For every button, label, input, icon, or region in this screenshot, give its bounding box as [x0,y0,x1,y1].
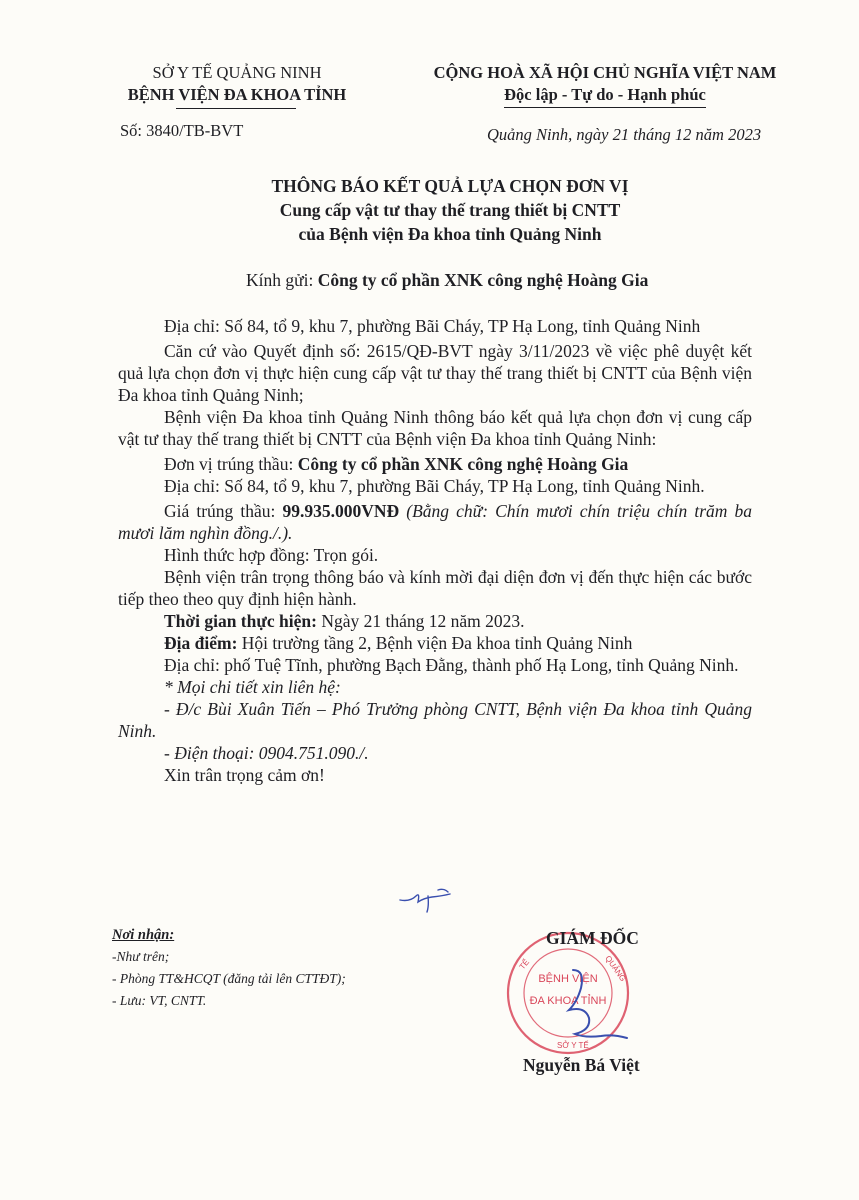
invitation: Bệnh viện trân trọng thông báo và kính mời đại diện đơn vị đến thực hiện các bước tiếp theo theo quy định hiện hành. [118,567,752,609]
svg-text:BỆNH VIỆN: BỆNH VIỆN [538,973,598,985]
recipient-line [246,270,648,291]
thanks: Xin trân trọng cảm ơn! [164,765,325,785]
time-value: Ngày 21 tháng 12 năm 2023. [321,611,525,631]
svg-text:SỞ Y TẾ: SỞ Y TẾ [557,1041,589,1050]
contact-intro: * Mọi chi tiết xin liên hệ: [164,677,341,697]
place-line [118,632,752,654]
header-underline-left [176,108,296,109]
issuing-organization [92,62,382,106]
signer-name: Nguyễn Bá Việt [523,1055,640,1075]
recipient-label: Kính gửi: [246,270,318,290]
winner-label: Đơn vị trúng thầu: [164,454,298,474]
title-line-2: Cung cấp vật tư thay thế trang thiết bị CNTT [279,200,621,220]
recipient-item-3: - Lưu: VT, CNTT. [112,993,207,1008]
document-body [118,315,752,786]
title-line-3: của Bệnh viện Đa khoa tỉnh Quảng Ninh [298,224,602,244]
document-date: Quảng Ninh, ngày 21 tháng 12 năm 2023 [487,125,762,144]
org-line-2: BỆNH VIỆN ĐA KHOA TỈNH [127,85,347,104]
winner-line [118,453,752,475]
document-number: Số: 3840/TB-BVT [120,121,244,140]
legal-basis: Căn cứ vào Quyết định số: 2615/QĐ-BVT ngày 3/11/2023 về việc phê duyệt kết quả lựa chọn đơn vị thực hiện cung cấp vật tư thay thế trang thiết bị CNTT của Bệnh viện Đa khoa tỉnh Quảng Ninh; [118,341,752,405]
contact-phone: - Điện thoại: 0904.751.090./. [164,743,369,763]
recipients-heading: Nơi nhận: [112,927,175,943]
title-line-1: THÔNG BÁO KẾT QUẢ LỰA CHỌN ĐƠN VỊ [271,176,629,196]
recipient-name: Công ty cổ phần XNK công nghệ Hoàng Gia [317,270,649,290]
signer-position: GIÁM ĐỐC [546,928,639,948]
org-line-1: SỞ Y TẾ QUẢNG NINH [152,63,322,82]
place-address: Địa chỉ: phố Tuệ Tĩnh, phường Bạch Đằng, thành phố Hạ Long, tỉnh Quảng Ninh. [164,655,739,675]
recipient-item-1: -Như trên; [112,949,170,964]
time-label: Thời gian thực hiện: [164,611,322,631]
recipient-address: Địa chỉ: Số 84, tổ 9, khu 7, phường Bãi Cháy, TP Hạ Long, tỉnh Quảng Ninh [164,316,701,336]
place-value: Hội trường tầng 2, Bệnh viện Đa khoa tỉnh Quảng Ninh [241,633,633,653]
handwritten-initial [398,878,478,918]
price-value: 99.935.000VNĐ [282,501,400,521]
svg-text:ĐA KHOA TỈNH: ĐA KHOA TỈNH [529,995,607,1007]
place-label: Địa điểm: [164,633,242,653]
document-title [80,174,820,246]
winner-name: Công ty cổ phần XNK công nghệ Hoàng Gia [297,454,629,474]
national-motto [395,62,815,108]
recipients-block [112,924,346,1012]
nation-line-1: CỘNG HOÀ XÃ HỘI CHỦ NGHĨA VIỆT NAM [433,63,777,82]
svg-text:QUẢNG: QUẢNG [603,953,628,984]
recipient-item-2: - Phòng TT&HCQT (đăng tải lên CTTĐT); [112,971,346,986]
winner-address: Địa chỉ: Số 84, tổ 9, khu 7, phường Bãi Cháy, TP Hạ Long, tỉnh Quảng Ninh. [164,476,705,496]
announcement: Bệnh viện Đa khoa tỉnh Quảng Ninh thông báo kết quả lựa chọn đơn vị cung cấp vật tư thay thế trang thiết bị CNTT của Bệnh viện Đa khoa tỉnh Quảng Ninh: [118,407,752,449]
nation-line-2: Độc lập - Tự do - Hạnh phúc [504,84,706,108]
svg-text:TẾ: TẾ [517,957,532,972]
time-line [118,610,752,632]
contact-person: - Đ/c Bùi Xuân Tiến – Phó Trưởng phòng CNTT, Bệnh viện Đa khoa tỉnh Quảng Ninh. [118,699,752,741]
price-line [118,500,752,544]
price-label: Giá trúng thầu: [164,501,283,521]
price-in-words: (Bằng chữ: Chín mươi chín triệu chín trăm ba mươi lăm nghìn đồng./.). [118,501,752,543]
contract-type: Hình thức hợp đồng: Trọn gói. [164,545,379,565]
